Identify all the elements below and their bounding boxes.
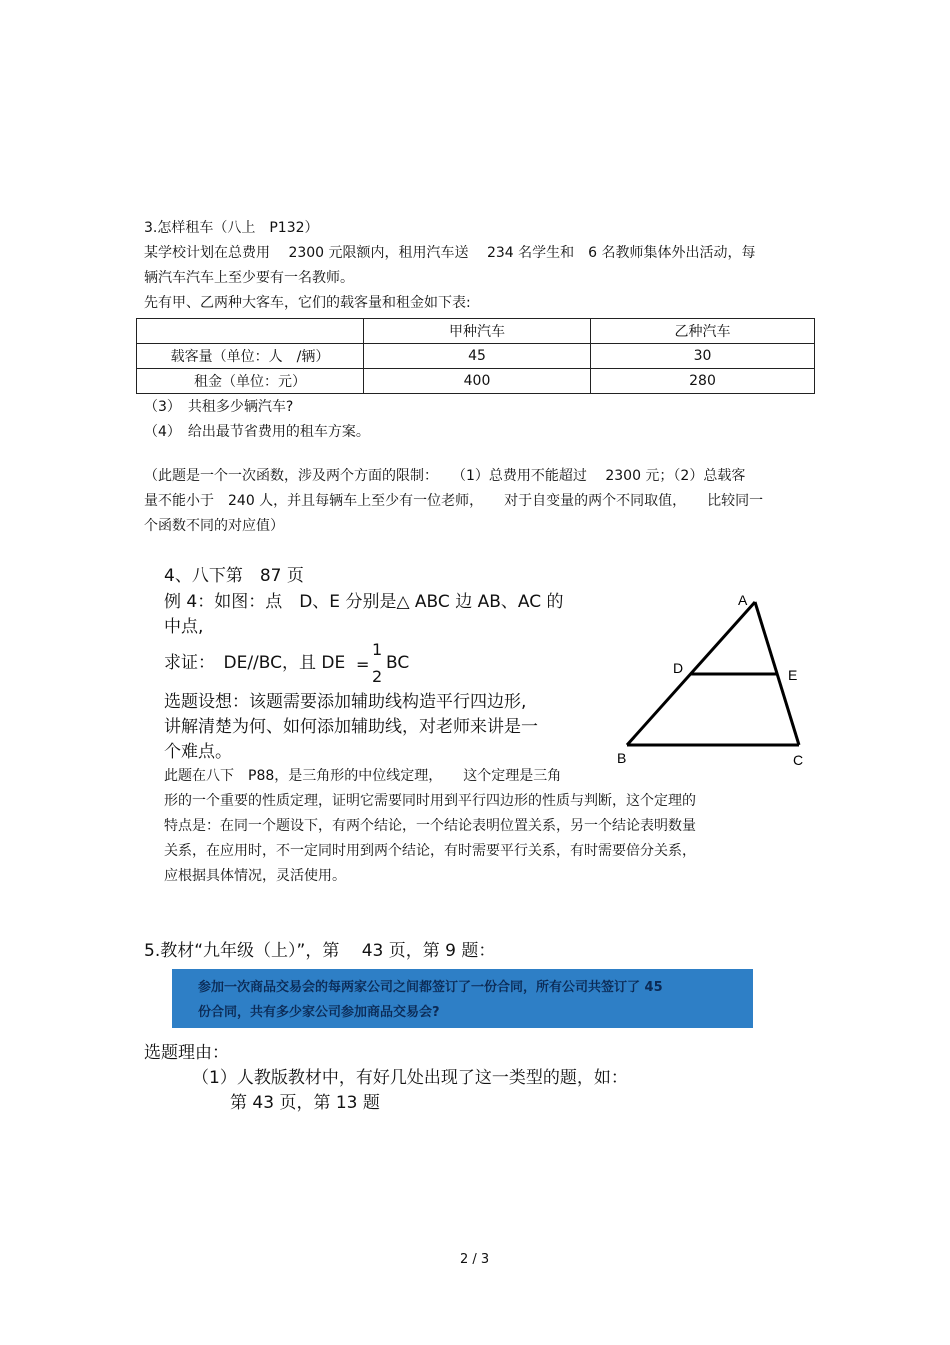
table-cell: 45 [364, 344, 591, 369]
section3-paragraph-line1: 某学校计划在总费用 2300 元限额内，租用汽车送 234 名学生和 6 名教师集体外出活动，每 [144, 245, 756, 261]
discussion-line3: 特点是：在同一个题设下，有两个结论，一个结论表明位置关系，另一个结论表明数量 [164, 818, 696, 834]
discussion-line4: 关系，在应用时，不一定同时用到两个结论，有时需要平行关系，有时需要倍分关系， [164, 843, 696, 859]
note-line1: （此题是一个一次函数，涉及两个方面的限制： （1）总费用不能超过 2300 元；（2）总载客 [144, 468, 746, 484]
reason-line2: 第 43 页，第 13 题 [230, 1093, 380, 1113]
section5-title: 5.教材“九年级（上）”，第 43 页，第 9 题： [144, 941, 496, 961]
example-line1: 例 4：如图：点 D、E 分别是△ ABC 边 AB、AC 的 [164, 592, 564, 612]
vertex-label-c: C [793, 752, 804, 768]
section3-paragraph-line3: 先有甲、乙两种大客车，它们的载客量和租金如下表: [144, 295, 471, 311]
table-cell: 30 [591, 344, 815, 369]
table-header-cell: 乙种汽车 [591, 319, 815, 344]
table-cell: 280 [591, 369, 815, 394]
problem-banner [172, 969, 753, 1028]
note-line3: 个函数不同的对应值） [144, 518, 284, 534]
design-line2: 讲解清楚为何、如何添加辅助线，对老师来讲是一 [164, 717, 538, 737]
fraction-numerator: 1 [372, 640, 383, 659]
section3-title: 3.怎样租车（八上 P132） [144, 220, 319, 236]
vertex-label-b: B [617, 750, 627, 766]
rental-table [136, 318, 815, 394]
discussion-line2: 形的一个重要的性质定理，证明它需要同时用到平行四边形的性质与判断，这个定理的 [164, 793, 696, 809]
proof-statement: 求证： DE//BC，且 DE [164, 653, 346, 673]
banner-line1: 参加一次商品交易会的每两家公司之间都签订了一份合同，所有公司共签订了 45 [198, 980, 663, 995]
table-row [137, 369, 815, 394]
reason-title: 选题理由： [144, 1043, 229, 1063]
section3-paragraph-line2: 辆汽车汽车上至少要有一名教师。 [144, 270, 354, 286]
design-line1: 选题设想：该题需要添加辅助线构造平行四边形, [164, 692, 527, 712]
discussion-line1: 此题在八下 P88，是三角形的中位线定理， 这个定理是三角 [164, 768, 562, 784]
equals-sign: = [356, 655, 370, 674]
table-cell: 400 [364, 369, 591, 394]
question-3: （3） 共租多少辆汽车? [144, 399, 294, 415]
table-header-cell [137, 319, 364, 344]
banner-line2: 份合同，共有多少家公司参加商品交易会? [198, 1005, 440, 1020]
design-line3: 个难点。 [164, 742, 232, 762]
discussion-line5: 应根据具体情况，灵活使用。 [164, 868, 346, 884]
note-line2: 量不能小于 240 人，并且每辆车上至少有一位老师， 对于自变量的两个不同取值， 比较同一 [144, 493, 764, 509]
page-number: 2 / 3 [460, 1252, 490, 1267]
section4-title: 4、八下第 87 页 [164, 566, 304, 586]
fraction-denominator: 2 [372, 667, 383, 686]
table-cell: 租金（单位：元） [137, 369, 364, 394]
table-header-row [137, 319, 815, 344]
question-4: （4） 给出最节省费用的租车方案。 [144, 424, 370, 440]
proof-statement-bc: BC [386, 653, 410, 673]
table-header-cell: 甲种汽车 [364, 319, 591, 344]
point-label-e: E [788, 667, 798, 683]
reason-line1: （1）人教版教材中，有好几处出现了这一类型的题，如： [192, 1068, 628, 1088]
point-label-d: D [673, 660, 684, 676]
vertex-label-a: A [738, 592, 748, 608]
table-cell: 载客量（单位：人 /辆） [137, 344, 364, 369]
triangle-figure [600, 585, 820, 775]
example-line2: 中点, [164, 617, 204, 637]
table-row [137, 344, 815, 369]
